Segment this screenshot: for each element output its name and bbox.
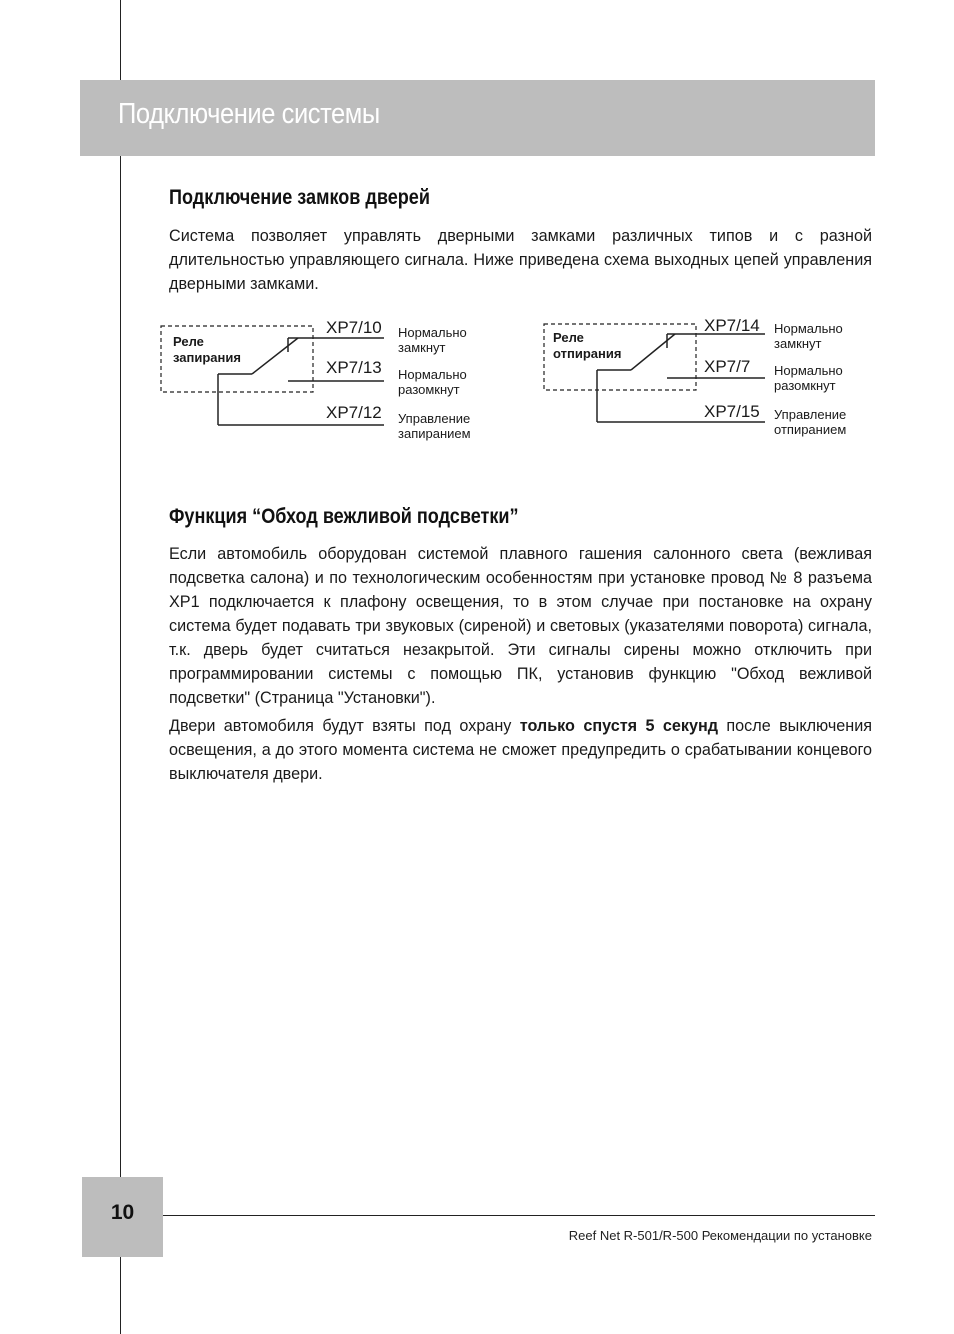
paragraph-text: Двери автомобиля будут взяты под охрану [169, 717, 520, 735]
pin-label: XP7/15 [704, 402, 760, 421]
pin-label: XP7/14 [704, 316, 760, 335]
section-paragraph-door-locks: Система позволяет управлять дверными замками различных типов и с разной длительностью управляющего сигнала. Ниже приведена схема выходных цепей управления дверными замками. [169, 227, 872, 293]
section-heading-courtesy-light: Функция “Обход вежливой подсветки” [169, 505, 519, 528]
page-number: 10 [110, 1201, 135, 1224]
pin-description: Нормально [774, 363, 843, 378]
relay-label-line2: отпирания [553, 346, 622, 361]
pin-description: запиранием [398, 426, 471, 441]
diagram-unlock-relay [543, 312, 873, 457]
header-band [80, 80, 875, 156]
relay-switch-contact [631, 334, 675, 370]
relay-label-line1: Реле [553, 330, 584, 345]
page-number-box [82, 1177, 163, 1257]
section-paragraph-courtesy-light-2 [169, 714, 872, 786]
pin-label: XP7/10 [326, 318, 382, 337]
relay-label-line2: запирания [173, 350, 241, 365]
pin-label: XP7/7 [704, 357, 751, 376]
section-paragraph-courtesy-light-1: Если автомобиль оборудован системой плавного гашения салонного света (вежливая подсветка салона) и по технологическим особенностям при установке провод № 8 разъема XP1 подключается к плафону освещения, то в этом случае при постановке на охрану система будет подавать три звуковых (сиреной) и световых (указателями поворота) сигнала, т.к. дверь будет считаться незакрытой. Эти сигналы сирены можно отключить при программировании системы с помощью ПК, установив функцию "Обход вежливой подсветки" (Страница "Установки"). [169, 545, 872, 707]
pin-label: XP7/13 [326, 358, 382, 377]
relay-label-line1: Реле [173, 334, 204, 349]
pin-description: замкнут [774, 336, 822, 351]
diagram-lock-relay [160, 312, 500, 457]
pin-description: Нормально [398, 367, 467, 382]
footer-rule [163, 1215, 875, 1216]
footer-document-title: Reef Net R-501/R-500 Рекомендации по установке [568, 1228, 872, 1243]
paragraph-text: после выключения освещения, а до этого момента система не сможет предупредить о срабатывании концевого выключателя двери. [169, 717, 872, 783]
pin-description: Нормально [774, 321, 843, 336]
relay-switch-contact [252, 338, 298, 374]
pin-description: Нормально [398, 325, 467, 340]
pin-description: Управление [774, 407, 847, 422]
page-margin-line [120, 0, 121, 1334]
pin-label: XP7/12 [326, 403, 382, 422]
pin-description: разомкнут [398, 382, 460, 397]
section-heading-door-locks: Подключение замков дверей [169, 186, 430, 209]
pin-description: замкнут [398, 340, 446, 355]
pin-description: разомкнут [774, 378, 836, 393]
pin-description: Управление [398, 411, 471, 426]
pin-description: отпиранием [774, 422, 847, 437]
page-title: Подключение системы [118, 98, 380, 130]
paragraph-bold-text: только спустя 5 секунд [519, 717, 719, 735]
